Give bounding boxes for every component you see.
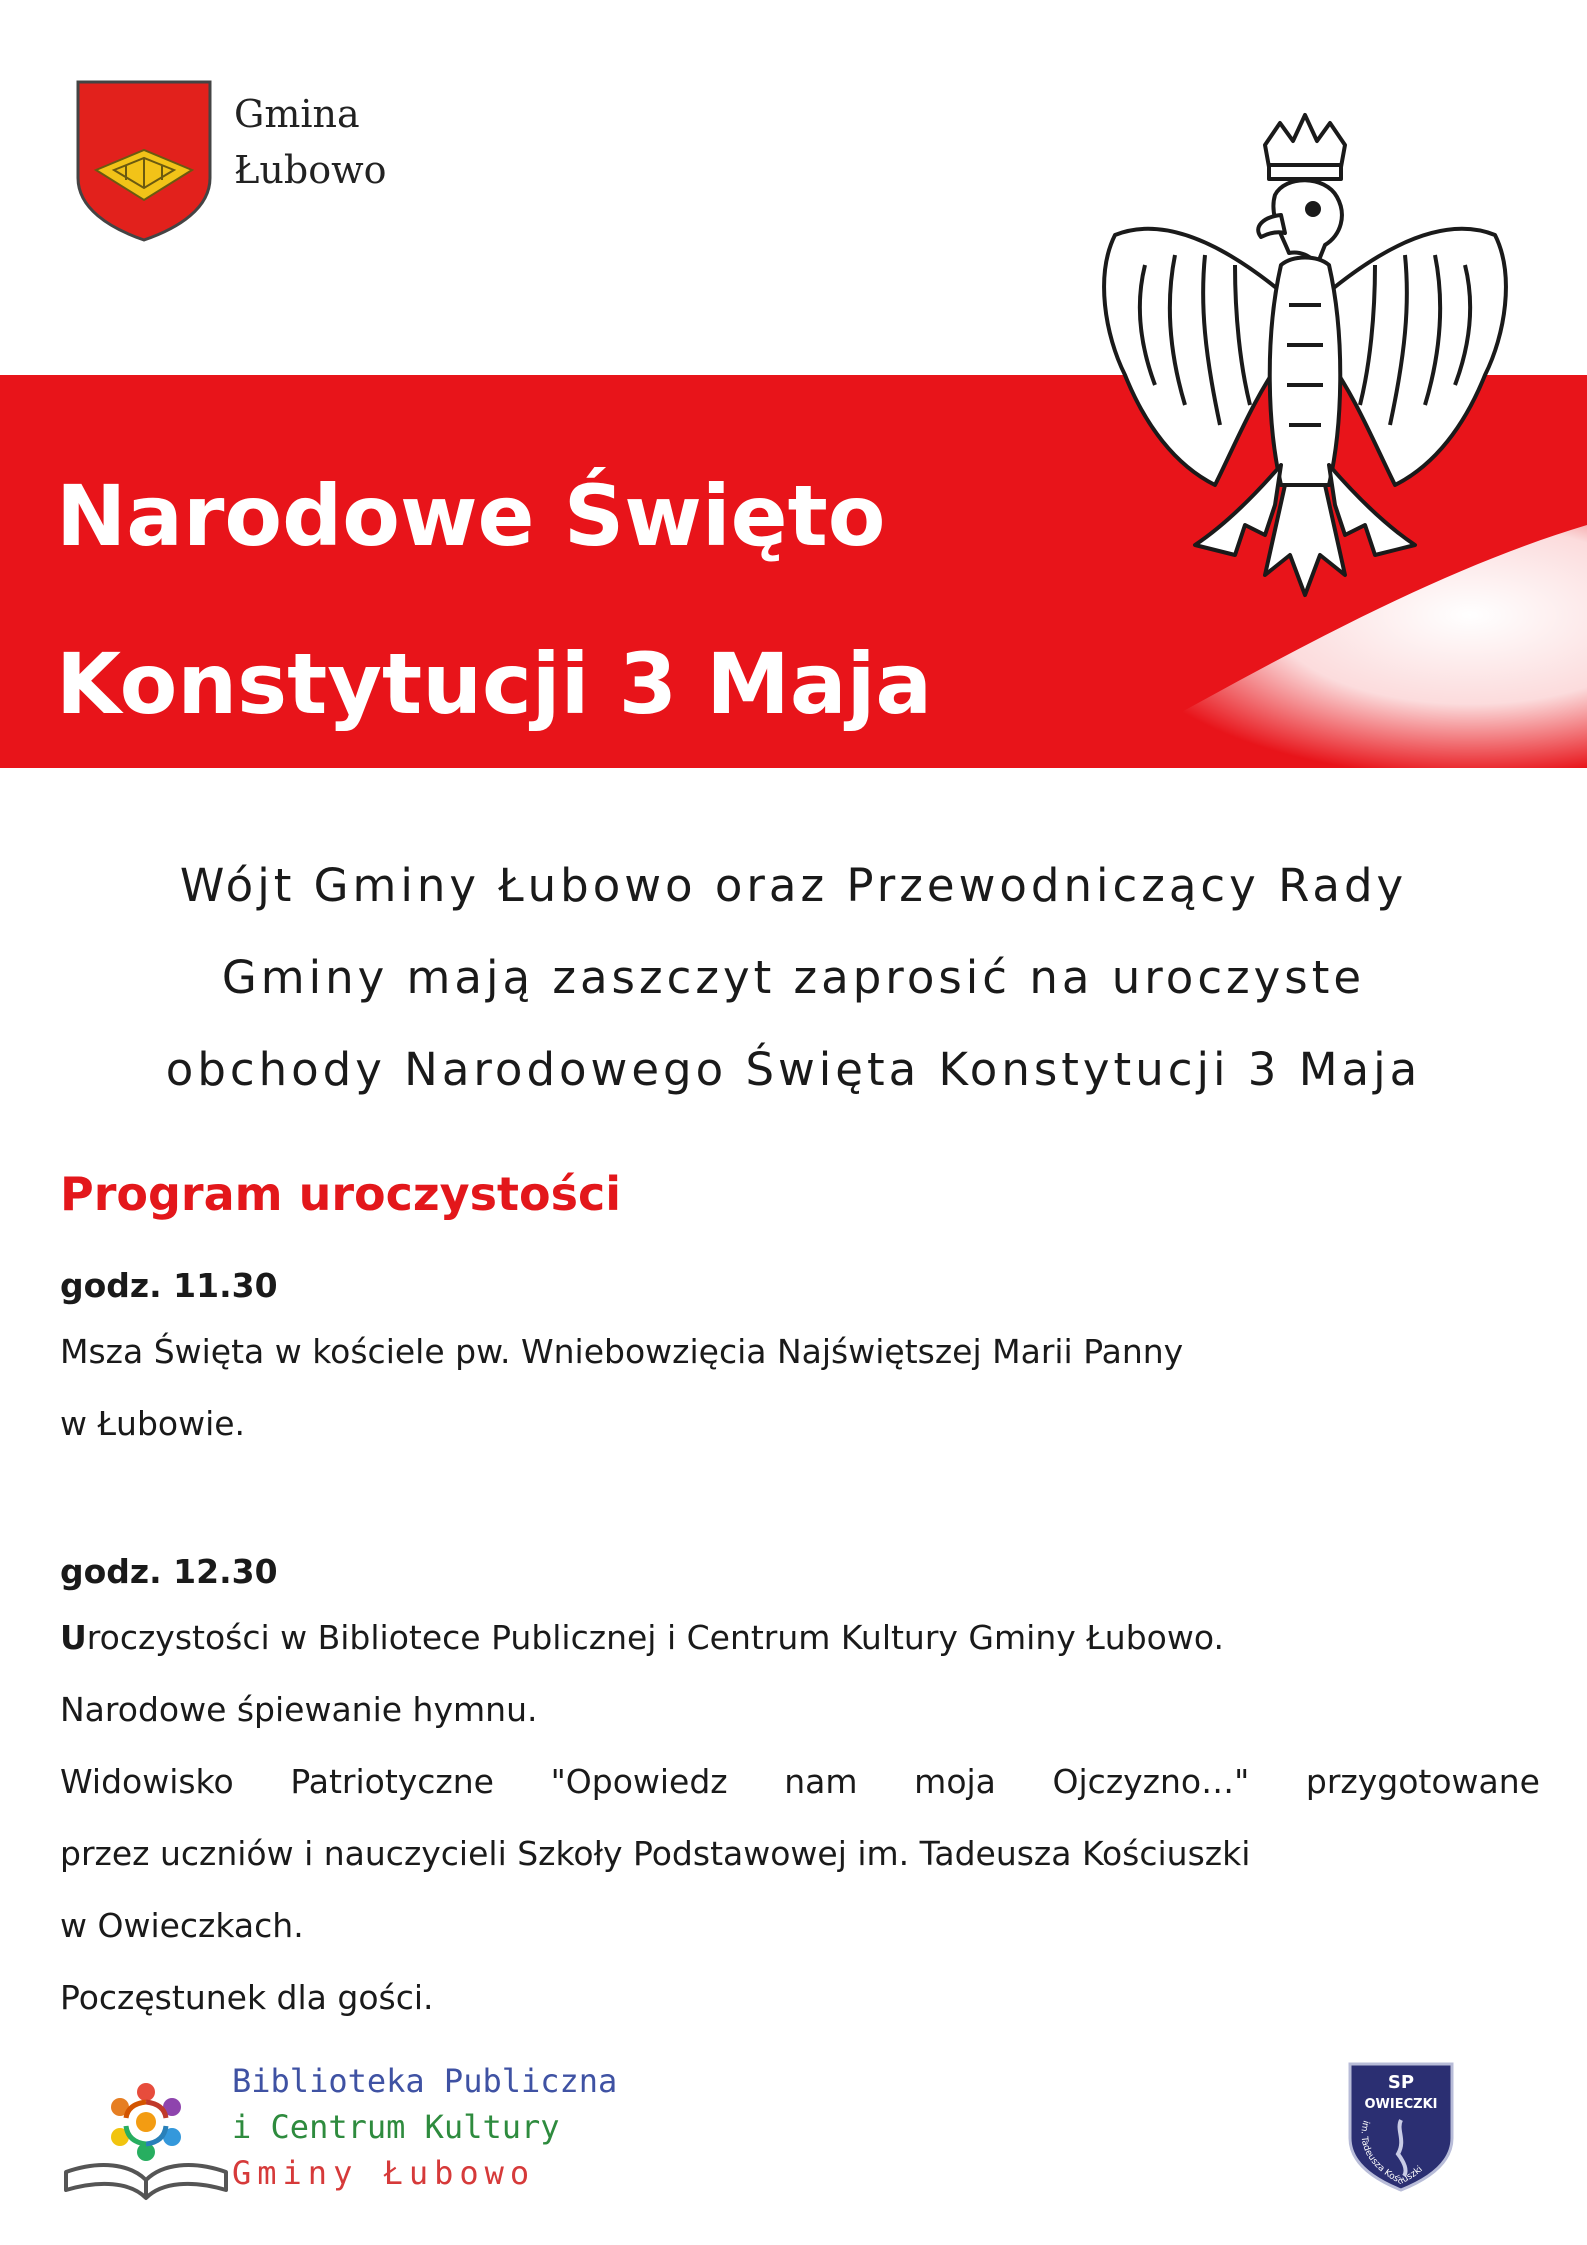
library-name-line3: Gminy Łubowo	[232, 2154, 536, 2192]
program-item-2-line4: przez uczniów i nauczycieli Szkoły Podstawowej im. Tadeusza Kościuszki	[60, 1834, 1251, 1873]
white-eagle-emblem-icon	[1085, 105, 1525, 645]
program-item-2-line1-rest: roczystości w Bibliotece Publicznej i Centrum Kultury Gminy Łubowo.	[86, 1618, 1224, 1657]
library-name-line1: Biblioteka Publiczna	[232, 2062, 618, 2100]
program-item-2-line3-word: moja	[914, 1762, 996, 1801]
event-title-line2: Konstytucji 3 Maja	[56, 635, 933, 733]
program-item-2-line3-word: "Opowiedz	[550, 1762, 728, 1801]
program-item-2-line6: Poczęstunek dla gości.	[60, 1978, 434, 2017]
program-item-2-line3-word: nam	[784, 1762, 858, 1801]
gmina-name-line1: Gmina	[234, 92, 360, 136]
gmina-name-line2: Łubowo	[234, 148, 387, 192]
program-item-2-line5: w Owieczkach.	[60, 1906, 304, 1945]
library-name-line2: i Centrum Kultury	[232, 2108, 560, 2146]
program-heading: Program uroczystości	[60, 1167, 622, 1221]
program-item-1-time: godz. 11.30	[60, 1266, 278, 1305]
invitation-line: Gminy mają zaszczyt zaprosić na uroczyste	[221, 951, 1366, 1004]
program-item-1	[60, 1256, 1540, 1460]
program-item-1-line2: w Łubowie.	[60, 1404, 246, 1443]
program-item-2-line3-word: Widowisko	[60, 1762, 234, 1801]
school-badge-name: OWIECZKI	[1364, 2097, 1438, 2112]
gmina-name	[234, 86, 387, 198]
program-item-2-first-letter: U	[60, 1618, 87, 1657]
library-name	[232, 2058, 617, 2196]
library-logo-icon	[60, 2060, 232, 2210]
program-item-2-line3	[60, 1746, 1540, 1818]
program-item-2-line3-word: Patriotyczne	[290, 1762, 494, 1801]
program-item-2-line3-word: przygotowane	[1305, 1762, 1540, 1801]
school-badge-patron: im. Tadeusza Kościuszki	[1358, 2119, 1425, 2187]
invitation-line: Wójt Gminy Łubowo oraz Przewodniczący Rady	[179, 859, 1408, 912]
invitation-text	[40, 840, 1547, 1116]
program-item-2	[60, 1542, 1540, 2034]
invitation-line: obchody Narodowego Święta Konstytucji 3 Maja	[165, 1043, 1422, 1096]
program-item-1-line1: Msza Święta w kościele pw. Wniebowzięcia Najświętszej Marii Panny	[60, 1332, 1184, 1371]
school-badge-logo	[1346, 2058, 1456, 2193]
event-title	[56, 432, 1156, 768]
school-badge-top: SP	[1387, 2072, 1415, 2093]
program-item-2-time: godz. 12.30	[60, 1552, 278, 1591]
program-item-2-line3-word: Ojczyzno…"	[1052, 1762, 1250, 1801]
program-item-2-line1	[60, 1602, 1540, 1674]
program-item-2-line2: Narodowe śpiewanie hymnu.	[60, 1690, 538, 1729]
gmina-coat-of-arms-icon	[74, 78, 214, 243]
event-title-line1: Narodowe Święto	[56, 467, 886, 565]
